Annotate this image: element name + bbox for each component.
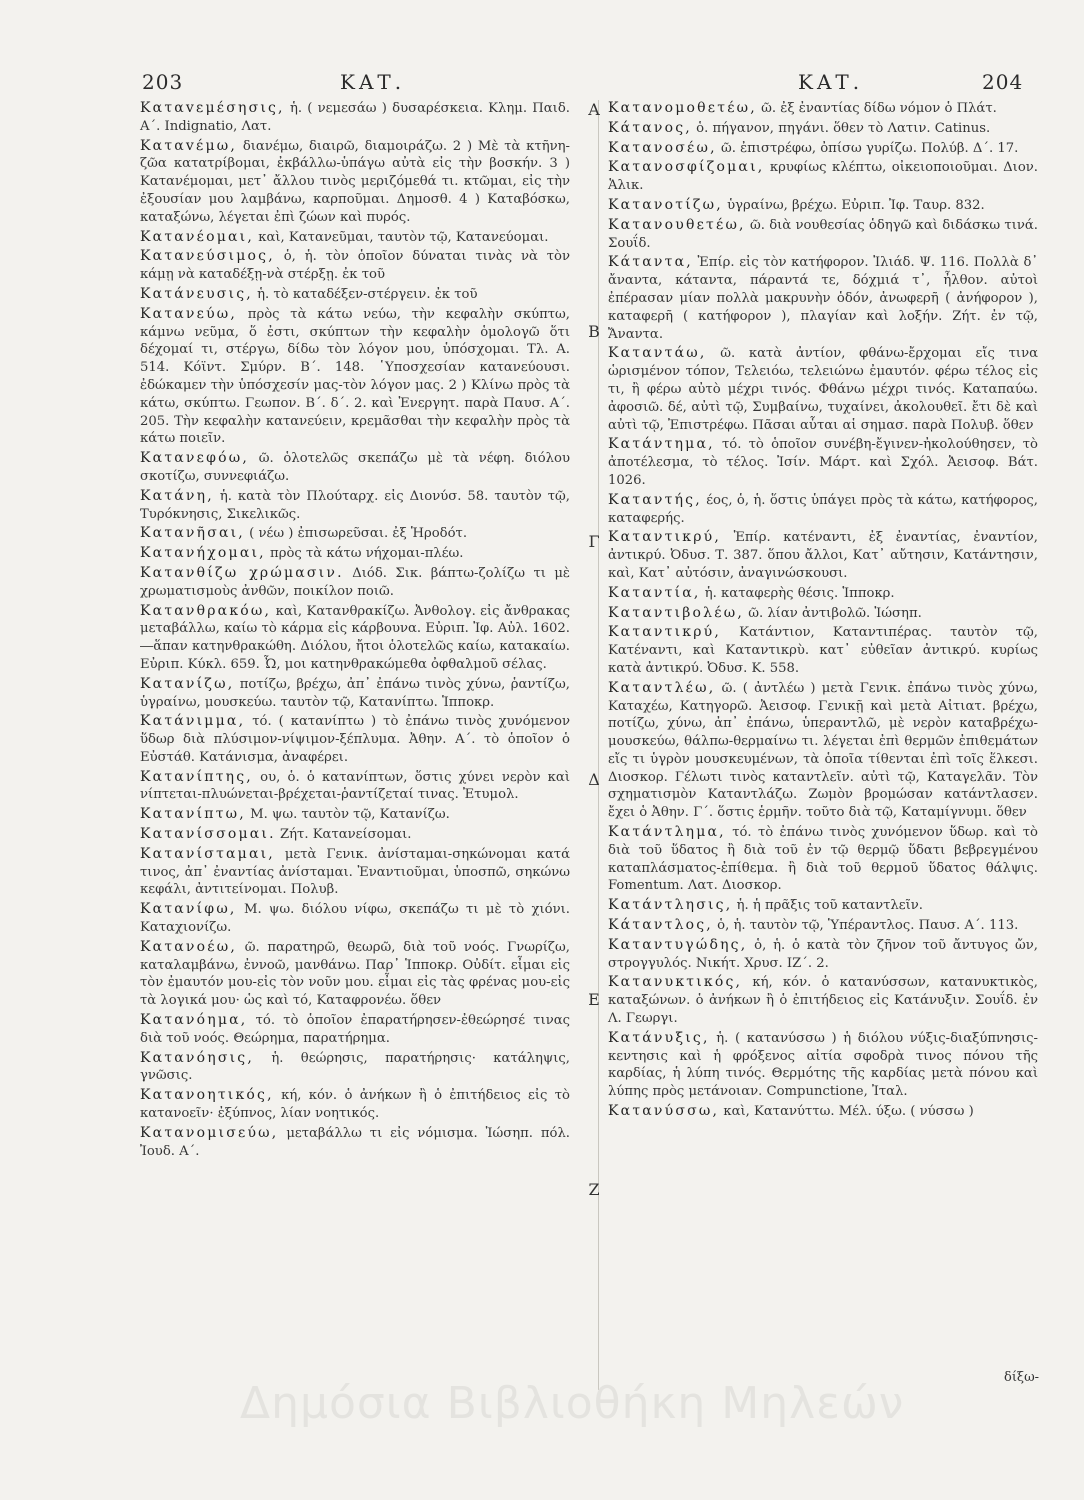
entry-definition: Διόδ. Σικ. βάπτω-ζολίζω τι μὲ χρωματισμοὺς ἀνθῶν, ποικίλον ποιῶ. [140,565,570,599]
entry-definition: Ἐπίρ. εἰς τὸν κατήφορον. Ἰλιάδ. Ψ. 116. Πολλὰ δ᾽ ἄναντα, κάταντα, πάραντά τε, δόχμιά τ᾽, ἦλθον. αὐτοὶ ἐπέρασαν μίαν πολλὰ μακρυνὴν ὁδόν, ἀνωφερῆ ( ἀνήφορον ), καταφερῆ ( κατήφορον ), πλαγίαν καὶ λοξήν. Ζήτ. ἐν τῷ, Ἄναντα. [608,255,1038,342]
entry-definition: ἡ. ( νεμεσάω ) δυσαρέσκεια. Κλημ. Παιδ. Α΄. Indignatio, Λατ. [140,101,570,134]
entry-definition: μεταβάλλω τι εἰς νόμισμα. Ἰώσηπ. πόλ. Ἰουδ. Α΄. [140,1125,570,1159]
dictionary-entry [608,974,1038,1027]
dictionary-entry [140,229,570,247]
entry-headword: Καταντυγώδης, [608,936,748,953]
entry-definition: ἡ. καταφερὴς θέσις. Ἱπποκρ. [704,585,895,601]
margin-letter: Γ [588,532,600,551]
entry-headword: Κατανομοθετέω, [608,100,757,116]
entry-definition: τό. ( κατανίπτω ) τὸ ἐπάνω τινὸς χυνόμενον ὕδωρ διὰ πλύσιμον-νίψιμον-ξέπλυμα. Ἀθην. Α΄. τὸ ὁποῖον ὁ Εὐστάθ. Κατάνισμα, ἀναφέρει. [140,714,570,765]
entry-headword: Κατανοτίζω, [608,196,723,213]
dictionary-entry [140,901,570,937]
entry-definition: ἡ. ( κατανύσσω ) ἡ διόλου νύξις-διαξύπνησις-κεντησις καὶ ἡ φρόξενος αἰτία σφοδρὰ τινος πόνου τῆς καρδίας, ἡ λύπη τινός. Θερμότης τῆς καρδίας μετὰ πόνου καὶ λύπης πρὸς μετάνοιαν. Compunctione, Ἰταλ. [608,1030,1038,1100]
entry-headword: Καταντιβολέω, [608,604,744,621]
entry-headword: Κατανόησις, [140,1049,254,1066]
margin-letter: Α [588,100,600,119]
running-head-right: ΚΑΤ. [798,70,864,94]
entry-definition: ἡ. ἡ πρᾶξις τοῦ καταντλεῖν. [736,898,923,914]
dictionary-entry [140,713,570,766]
left-column [140,100,570,1162]
entry-headword: Κατάνυξις, [608,1029,710,1046]
entry-definition: ῶ. κατὰ ἀντίον, φθάνω-ἔρχομαι εἴς τινα ὡρισμένον τόπον, Τελειόω, τελειώνω ἐμαυτόν. φέρω τέλος εἰς τι, ἢ φέρω αὐτὸ μέχρι τινός. Φθάνω μέχρι τινός. Καταπαύω. ἀφοσιῶ. δέ, αὐτὶ τῷ, Συμβαίνω, τυχαίνει, ἀκολουθεῖ. ἔτι δὲ καὶ αὐτὶ τῷ, Ἐπιστρέφω. Πᾶσαι αὗται αἱ σημασ. παρὰ Πολυβ. ὅθεν [608,346,1038,433]
dictionary-entry [608,100,1038,118]
entry-headword: Κατανίπτω, [140,806,246,823]
library-watermark: Δημόσια Βιβλιοθήκη Μηλεών [240,1378,905,1429]
dictionary-entry [140,450,570,486]
entry-definition: ὁ, ἡ. ὁ κατὰ τὸν ζῆνον τοῦ ἄντυγος ὤν, στρογγυλός. Νικήτ. Χρυσ. ΙΖ΄. 2. [608,937,1038,971]
running-head-left: ΚΑΤ. [340,70,406,94]
dictionary-entry [608,605,1038,623]
dictionary-entry [608,897,1038,915]
entry-definition: ῶ. λίαν ἀντιβολῶ. Ἰώσηπ. [748,605,922,621]
entry-headword: Κατανῆσαι, [140,525,245,542]
margin-letter: Δ [588,770,600,789]
entry-headword: Κατανεφόω, [140,450,249,467]
dictionary-entry [140,565,570,601]
entry-headword: Κατανεύω, [140,305,238,322]
margin-letter: Ε [588,990,600,1009]
entry-headword: Καταντικρύ, [608,624,721,641]
entry-definition: τό. τὸ ἐπάνω τινὸς χυνόμενον ὕδωρ. καὶ τὸ διὰ τοῦ ὕδατος ἢ διὰ τοῦ ἐν τῷ θερμῷ ὕδατι βεβρεγμένου καταπλάσματος-ἐπίθεμα. ἢ διὰ τοῦ θερμοῦ ὕδατος θάλψις. Fomentum. Λατ. Διοσκορ. [608,825,1038,894]
dictionary-entry [608,254,1038,343]
entry-definition: ὑγραίνω, βρέχω. Εὐριπ. Ἰφ. Ταυρ. 832. [727,197,985,213]
entry-headword: Κατανθίζω χρώμασιν. [140,564,344,581]
dictionary-entry [140,1012,570,1048]
entry-definition: πρὸς τὰ κάτω νεύω, τὴν κεφαλὴν σκύπτω, κάμνω νεῦμα, ὅ ἐστι, σκύπτων τὴν κεφαλὴν ὁμολογῶ ὅτι δέχομαί τι, στέργω, δίδω τὸν λόγον μου, ὑπόσχομαι. Τλ. Α. 514. Κόϊντ. Σμύρν. Β΄. 148. ῾Υποσχεσίαν κατανεύουσι. ἐδώκαμεν τὴν ὑπόσχεσίν μας-τὸν λόγον μας. 2 ) Κλίνω πρὸς τὰ κάτω, σκύπτω. Γεωπον. Β΄. δ΄. 2. καὶ Ἐνεργητ. παρὰ Παυσ. Α΄. 205. Τὴν κεφαλὴν κατανεύειν, κρεμᾶσθαι τὴν κεφαλὴν πρὸς τὰ κάτω ποιεῖν. [140,306,570,447]
entry-headword: Κατάντημα, [608,436,715,453]
entry-headword: Κατανίζω, [140,675,235,692]
margin-section-letters [582,0,606,1500]
entry-headword: Κατανύσσω, [608,1103,720,1120]
entry-definition: ἡ. θεώρησις, παρατήρησις· κατάληψις, γνῶσις. [140,1050,570,1084]
entry-definition: καὶ, Κατανθρακίζω. Ἀνθολογ. εἰς ἄνθρακας μεταβάλλω, καίω τὸ κάρμα εἰς κάρβουνα. Εὐριπ. Ἰφ. Αὐλ. 1602. ―ἅπαν κατηνθρακώθη. Διόλου, ἤτοι ὁλοτελῶς καίω, κατακαίω. Εὐριπ. Κύκλ. 659. Ὦ, μοι κατηνθρακώμεθα ὀφθαλμοῦ σέλας. [140,603,570,672]
entry-headword: Κατάνη, [140,487,214,504]
page-number-right: 204 [982,70,1024,94]
dictionary-entry [140,100,570,136]
dictionary-entry [608,140,1038,158]
entry-headword: Κατάντλησις, [608,897,733,914]
entry-definition: Ἐπίρ. κατέναντι, ἐξ ἐναντίας, ἐναντίον, ἀντικρύ. Ὀδυσ. Τ. 387. ὅπου ἄλλοι, Κατ᾽ αὔτησιν, Κατάντησιν, καὶ, Κατ᾽ αὐτόσιν, ἀναγινώσκουσι. [608,530,1038,581]
page-header [130,70,1024,104]
entry-definition: κή, κόν. ὁ ἀνήκων ἢ ὁ ἐπιτήδειος εἰς τὸ κατανοεῖν· ἐξύπνος, λίαν νοητικός. [140,1088,570,1122]
entry-definition: Κατάντιον, Καταντιπέρας. ταυτὸν τῷ, Κατέναντι, καὶ Καταντικρὺ. κατ᾽ εὐθεῖαν ἀντικρύ. κυρίως κατὰ ἀντικρύ. Ὀδυσ. Κ. 558. [608,625,1038,676]
dictionary-entry [140,769,570,805]
entry-definition: Ζήτ. Κατανείσομαι. [279,827,412,843]
entry-definition: τό. τὸ ὁποῖον ἐπαρατήρησεν-ἐθεώρησέ τινας διὰ τοῦ νοός. Θεώρημα, παρατήρημα. [140,1013,570,1046]
entry-definition: Μ. ψω. διόλου νίφω, σκεπάζω τι μὲ τὸ χιόνι. Καταχιονίζω. [140,902,570,936]
entry-definition: κρυφίως κλέπτω, οἰκειοποιοῦμαι. Διον. Ἁλικ. [608,160,1038,194]
entry-definition: ( νέω ) ἐπισωρεῦσαι. ἐξ Ἡροδότ. [249,526,468,542]
entry-headword: Καταντία, [608,584,701,601]
dictionary-entry [608,937,1038,973]
entry-headword: Κατάνευσις, [140,285,253,302]
dictionary-entry [608,1103,1038,1121]
entry-headword: Κατανέομαι, [140,228,254,245]
entry-headword: Κατάνιμμα, [140,713,246,730]
dictionary-entry [140,1087,570,1123]
entry-headword: Καταντάω, [608,345,707,362]
margin-letter: Β [588,322,600,341]
entry-headword: Κατανοσφίζομαι, [608,159,765,176]
dictionary-entry [608,1030,1038,1101]
dictionary-entry [608,436,1038,489]
dictionary-entry [140,676,570,712]
entry-headword: Κατανίσταμαι, [140,845,275,862]
dictionary-entry [608,624,1038,677]
entry-headword: Καταvεμέσησις, [140,100,285,116]
entry-definition: ἡ. κατὰ τὸν Πλούταρχ. εἰς Διονύσ. 58. ταυτὸν τῷ, Τυρόκνησις, Σικελικῶς. [140,488,570,522]
dictionary-entry [140,806,570,824]
dictionary-entry [140,1050,570,1086]
dictionary-entry [608,197,1038,215]
entry-headword: Κάτανος, [608,119,692,136]
page-number-left: 203 [142,70,184,94]
entry-headword: Κατανουθετέω, [608,216,746,233]
entry-definition: ποτίζω, βρέχω, ἀπ᾽ ἐπάνω τινὸς χύνω, ῥαντίζω, ὑγραίνω, μουσκεύω. ταυτὸν τῷ, Κατανίπτω. Ἱπποκρ. [140,676,570,710]
dictionary-entry [140,826,570,844]
entry-definition: ου, ὁ. ὁ κατανίπτων, ὅστις χύνει νερὸν καὶ νίπτεται-πλυώνεται-βρέχεται-ῥαντίζεταί τινας. Ἐτυμολ. [140,769,570,803]
entry-definition: ὁ. πήγανον, πηγάνι. ὅθεν τὸ Λατιν. Catinus. [696,120,991,136]
entry-headword: Κατανίφω, [140,901,237,918]
entry-headword: Κατανοσέω, [608,139,717,156]
entry-definition: Μ. ψω. ταυτὸν τῷ, Κατανίζω. [250,807,450,823]
dictionary-entry [140,939,570,1010]
entry-headword: Κατανίσσομαι. [140,826,276,843]
dictionary-entry [140,306,570,448]
right-column [608,100,1038,1123]
entry-definition: ῶ. ἐπιστρέφω, ὀπίσω γυρίζω. Πολύβ. Δ΄. 17. [720,140,1019,156]
margin-letter: Ζ [588,1180,600,1199]
entry-headword: Καταντικρύ, [608,529,721,546]
dictionary-entry [608,492,1038,528]
dictionary-entry [140,545,570,563]
entry-definition: πρὸς τὰ κάτω νήχομαι-πλέω. [270,546,464,562]
entry-headword: Κατανοέω, [140,938,237,955]
dictionary-entry [140,248,570,284]
dictionary-entry [608,159,1038,195]
dictionary-entry [608,585,1038,603]
entry-definition: ῶ. ἐξ ἐναντίας δίδω νόμον ὁ Πλάτ. [761,101,997,116]
entry-definition: διανέμω, διαιρῶ, διαμοιράζω. 2 ) Μὲ τὰ κτῆνη-ζῶα κατατρίβομαι, ἐκβάλλω-ὑπάγω αὐτὰ εἰς τὴν βοσκήν. 3 ) Κατανέμομαι, μετ᾽ ἄλλου τινὸς μεριζόμεθά τι. κτῶμαι, εἰς τὴν ἐξουσίαν μου λαμβάνω, καρποῦμαι. Δημοσθ. 4 ) Καταβόσκω, καταξώνω, λέγεται ἐπὶ ζώων καὶ πυρός. [140,138,570,225]
entry-headword: Κατανίπτης, [140,768,253,785]
entry-headword: Κάταντα, [608,254,693,271]
catchword: δίξω- [1004,1370,1040,1385]
dictionary-entry [608,529,1038,582]
entry-headword: Κατανομισεύω, [140,1124,279,1141]
entry-headword: Κατανεύσιμος, [140,248,275,265]
entry-definition: καὶ, Κατανεῦμαι, ταυτὸν τῷ, Κατανεύομαι. [258,229,549,245]
dictionary-entry [140,603,570,674]
entry-headword: Κατανυκτικός, [608,974,743,991]
dictionary-entry [140,286,570,304]
dictionary-entry [608,345,1038,434]
entry-headword: Κατανόημα, [140,1012,248,1029]
entry-definition: ῶ. παρατηρῶ, θεωρῶ, διὰ τοῦ νοός. Γνωρίζω, καταλαμβάνω, ἐννοῶ, μανθάνω. Παρ᾽ Ἱπποκρ. Οὐδίτ. εἶμαι εἰς τὸν ἐμαυτόν μου-εἰς τὸν νοῦν μου. εἶμαι εἰς τὰς φρένας μου-εἰς τὰ λογικά μου· ὡς καὶ τό, Καταφρονέω. ὅθεν [140,939,570,1009]
entry-definition: καὶ, Κατανύττω. Μέλ. ύξω. ( νύσσω ) [723,1104,974,1120]
entry-headword: Κατάντλημα, [608,824,726,841]
entry-headword: Κάταντλος, [608,917,713,934]
entry-headword: Κατανθρακόω, [140,602,272,619]
entry-headword: Καταντής, [608,491,702,508]
dictionary-entry [608,917,1038,935]
entry-definition: ῶ. διὰ νουθεσίας ὁδηγῶ καὶ διδάσκω τινά. Σουΐδ. [608,217,1038,251]
dictionary-entry [140,846,570,899]
dictionary-entry [608,680,1038,822]
entry-headword: Καταντλέω, [608,679,716,696]
entry-definition: ῶ. ( ἀντλέω ) μετὰ Γενικ. ἐπάνω τινὸς χύνω, Καταχέω, Κατηγορῶ. Ἀεισοφ. Γενικῇ καὶ μετὰ Αἰτιατ. βρέχω, ποτίζω, χύνω, ἀπ᾽ ἐπάνω, ὑπεραντλῶ, μὲ νερὸν καταβρέχω-μουσκεύω, θάλπω-θερμαίνω τι. λέγεται ἐπὶ θερμῶν ἐπιθεμάτων εἴς τι ὑγρὸν μουσκευμένων, τὰ ὁποῖα τίθενται ἐπὶ τοῖς ἕλκεσι. Διοσκορ. Γέλωτι τινὸς καταντλεῖν. αὐτὶ τῷ, Καταγελᾶν. Τὸν σχηματισμὸν Καταντλάζω. Ζωμὸν βρομώσαν κατάντλασεν. ἔχει ὁ Ἀθην. Γ΄. ὅστις ἑρμῆν. τοῦτο διὰ τῷ, Καταμίγνυμι. ὅθεν [608,680,1038,821]
entry-definition: ὁ, ἡ. τὸν ὁποῖον δύναται τινὰς νὰ τὸν κάμῃ νὰ καταδέξῃ-νὰ στέρξῃ. ἐκ τοῦ [140,249,570,283]
dictionary-entry [140,525,570,543]
entry-definition: ὁ, ἡ. ταυτὸν τῷ, Ὑπέραντλος. Παυσ. Α΄. 113. [717,918,1019,934]
entry-headword: Καταvέμω, [140,137,238,154]
entry-headword: Κατανήχομαι, [140,545,266,562]
dictionary-entry [140,488,570,524]
entry-definition: τό. τὸ ὁποῖον συνέβη-ἔγινεν-ἠκολούθησεν, τὸ ἀποτέλεσμα, τὸ τέλος. Ἰσίν. Μάρτ. καὶ Σχόλ. Ἀεισοφ. Βάτ. 1026. [608,437,1038,488]
dictionary-entry [608,824,1038,895]
entry-definition: έος, ὁ, ἡ. ὅστις ὑπάγει πρὸς τὰ κάτω, κατήφορος, καταφερής. [608,492,1038,526]
dictionary-entry [608,217,1038,253]
dictionary-entry [608,120,1038,138]
entry-definition: ἡ. τὸ καταδέξεν-στέργειν. ἐκ τοῦ [257,286,478,302]
dictionary-entry [140,138,570,227]
dictionary-entry [140,1125,570,1161]
entry-definition: ῶ. ὁλοτελῶς σκεπάζω μὲ τὰ νέφη. διόλου σκοτίζω, συννεφιάζω. [140,451,570,484]
entry-definition: κή, κόν. ὁ κατανύσσων, κατανυκτικὸς, καταξώνων. ὁ ἀνήκων ἢ ὁ ἐπιτήδειος εἰς Κατάνυξιν. Σουΐδ. ἐν Λ. Γεωργι. [608,975,1038,1027]
entry-headword: Κατανοητικός, [140,1087,274,1104]
entry-definition: μετὰ Γενικ. ἀνίσταμαι-σηκώνομαι κατά τινος, ἀπ᾽ ἐναντίας ἀνίσταμαι. Ἐναντιοῦμαι, ὑποσπῶ, σηκώνω κεφάλι, ἀντιτείνομαι. Πολυβ. [140,846,570,898]
